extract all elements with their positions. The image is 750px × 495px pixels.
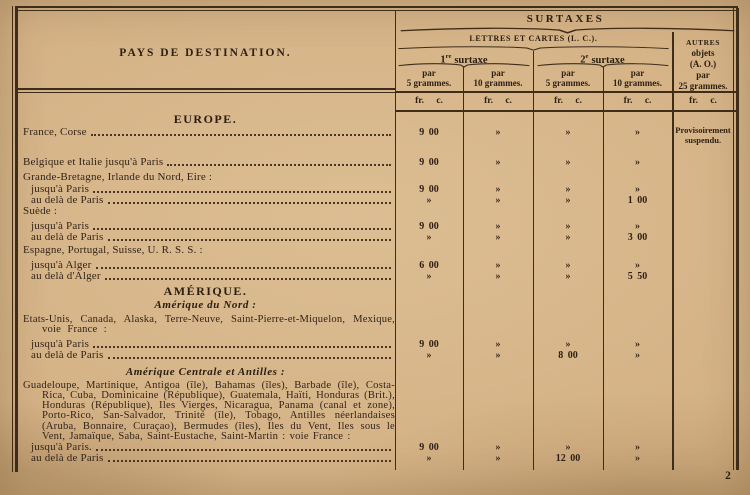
top-border-thick — [16, 6, 738, 8]
row-suede: Suède : — [23, 205, 58, 217]
row-espagne-au-dela: au delà d'Alger » » » 5 50 — [31, 270, 648, 282]
section-amerique: AMÉRIQUE. — [163, 284, 248, 298]
frc-col4: fr. c. — [623, 96, 652, 106]
col2-par-10g-header: par 10 grammes. — [473, 68, 523, 88]
dotted-leader — [167, 164, 391, 166]
row-grande-bretagne: Grande-Bretagne, Irlande du Nord, Eire : — [23, 171, 213, 183]
surtaxe2-header: 2e surtaxe — [580, 53, 625, 66]
frc-col1: fr. c. — [415, 96, 443, 106]
row-suede-jusqua-paris: jusqu'à Paris 9 00 » » » — [31, 220, 640, 232]
dotted-leader — [108, 357, 391, 359]
table-body — [16, 113, 734, 464]
row-gb-jusqua-paris: jusqu'à Paris 9 00 » » » — [31, 183, 640, 195]
dotted-leader — [96, 267, 392, 269]
frc-col2: fr. c. — [484, 96, 512, 106]
dotted-leader — [93, 346, 391, 348]
row-france: France, Corse 9 00 » » » Provisoirement suspendu. — [16, 127, 734, 146]
dotted-leader — [105, 278, 391, 280]
autres-objets-header: AUTRES objets (A. O.) par 25 grammes. — [678, 38, 728, 91]
row-antilles-jusqua-paris: jusqu'à Paris. 9 00 » » » — [31, 441, 640, 454]
row-gb-au-dela: au delà de Paris » » » 1 00 — [31, 194, 648, 206]
frc-col3: fr. c. — [554, 96, 582, 106]
row-espagne-jusqua-alger: jusqu'à Alger 6 00 » » » — [31, 259, 640, 271]
col1-par-5g-header: par 5 grammes. — [406, 68, 452, 88]
row-usa-au-dela: au delà de Paris » » 8 00 » — [31, 348, 640, 361]
section-europe: EUROPE. — [173, 112, 238, 126]
row-usa-jusqua-paris: jusqu'à Paris 9 00 » » » — [31, 337, 640, 350]
lettres-et-cartes-header: LETTRES ET CARTES (L. C.). — [469, 34, 598, 43]
pays-header-rule-thick — [16, 88, 395, 90]
surtaxes-header: SURTAXES — [526, 13, 605, 25]
brace-lettres — [397, 45, 670, 51]
dotted-leader — [108, 202, 391, 204]
frc-col5: fr. c. — [689, 96, 717, 106]
col3-par-5g-header: par 5 grammes. — [545, 68, 591, 88]
provisoirement-suspendu-note: Provisoirement suspendu. — [675, 125, 731, 145]
dotted-leader — [96, 449, 391, 451]
dotted-leader — [93, 191, 391, 193]
pays-de-destination-header: PAYS DE DESTINATION. — [119, 47, 292, 59]
row-suede-au-dela: au delà de Paris » » » 3 00 — [31, 231, 648, 243]
subsection-amerique-centrale: Amérique Centrale et Antilles : — [125, 365, 286, 378]
dotted-leader — [108, 239, 391, 241]
col4-par-10g-header: par 10 grammes. — [613, 68, 662, 88]
page-number: 2 — [725, 470, 731, 482]
subsection-amerique-du-nord: Amérique du Nord : — [154, 299, 257, 311]
pays-header-rule-thin — [16, 92, 395, 93]
dotted-leader — [93, 228, 391, 230]
dotted-leader — [108, 460, 391, 462]
row-antilles-group: Guadeloupe, Martinique, Antigoa (île), Bahamas (îles), Barbade (île), Costa-Rica, Cuba, Dominicaine (République), Guatemala, Haïti, Honduras (Brit.), Honduras (République), Iles Vierges, Nicaragua, Panama (canal et zone), Porto-Rico, San-Salvador, Trinité (île), Tobago, Antilles néerlandaises (Aruba, Bonnaire, Curaçao), Bermudes (îles), Iles du Vent, Iles sous le Vent, Jamaïque, Saba, Saint-Eustache, Saint-Martin : voie France : — [23, 379, 395, 443]
right-border-thick — [736, 8, 739, 470]
dotted-leader — [91, 134, 391, 136]
row-antilles-au-dela: au delà de Paris » » 12 00 » — [31, 452, 640, 465]
row-belgique-italie: Belgique et Italie jusqu'à Paris 9 00 » » » — [23, 156, 640, 168]
brace-surtaxes — [399, 26, 736, 34]
frc-bottom-rule — [395, 110, 736, 112]
left-border-thin — [12, 6, 13, 472]
top-border-thin — [16, 10, 738, 11]
row-etats-unis-group: Etats-Unis, Canada, Alaska, Terre-Neuve, Saint-Pierre-et-Miquelon, Mexique, voie France : — [23, 314, 395, 336]
row-espagne-portugal: Espagne, Portugal, Suisse, U. R. S. S. : — [23, 244, 203, 256]
surtaxe1-header: 1re surtaxe — [440, 53, 488, 66]
